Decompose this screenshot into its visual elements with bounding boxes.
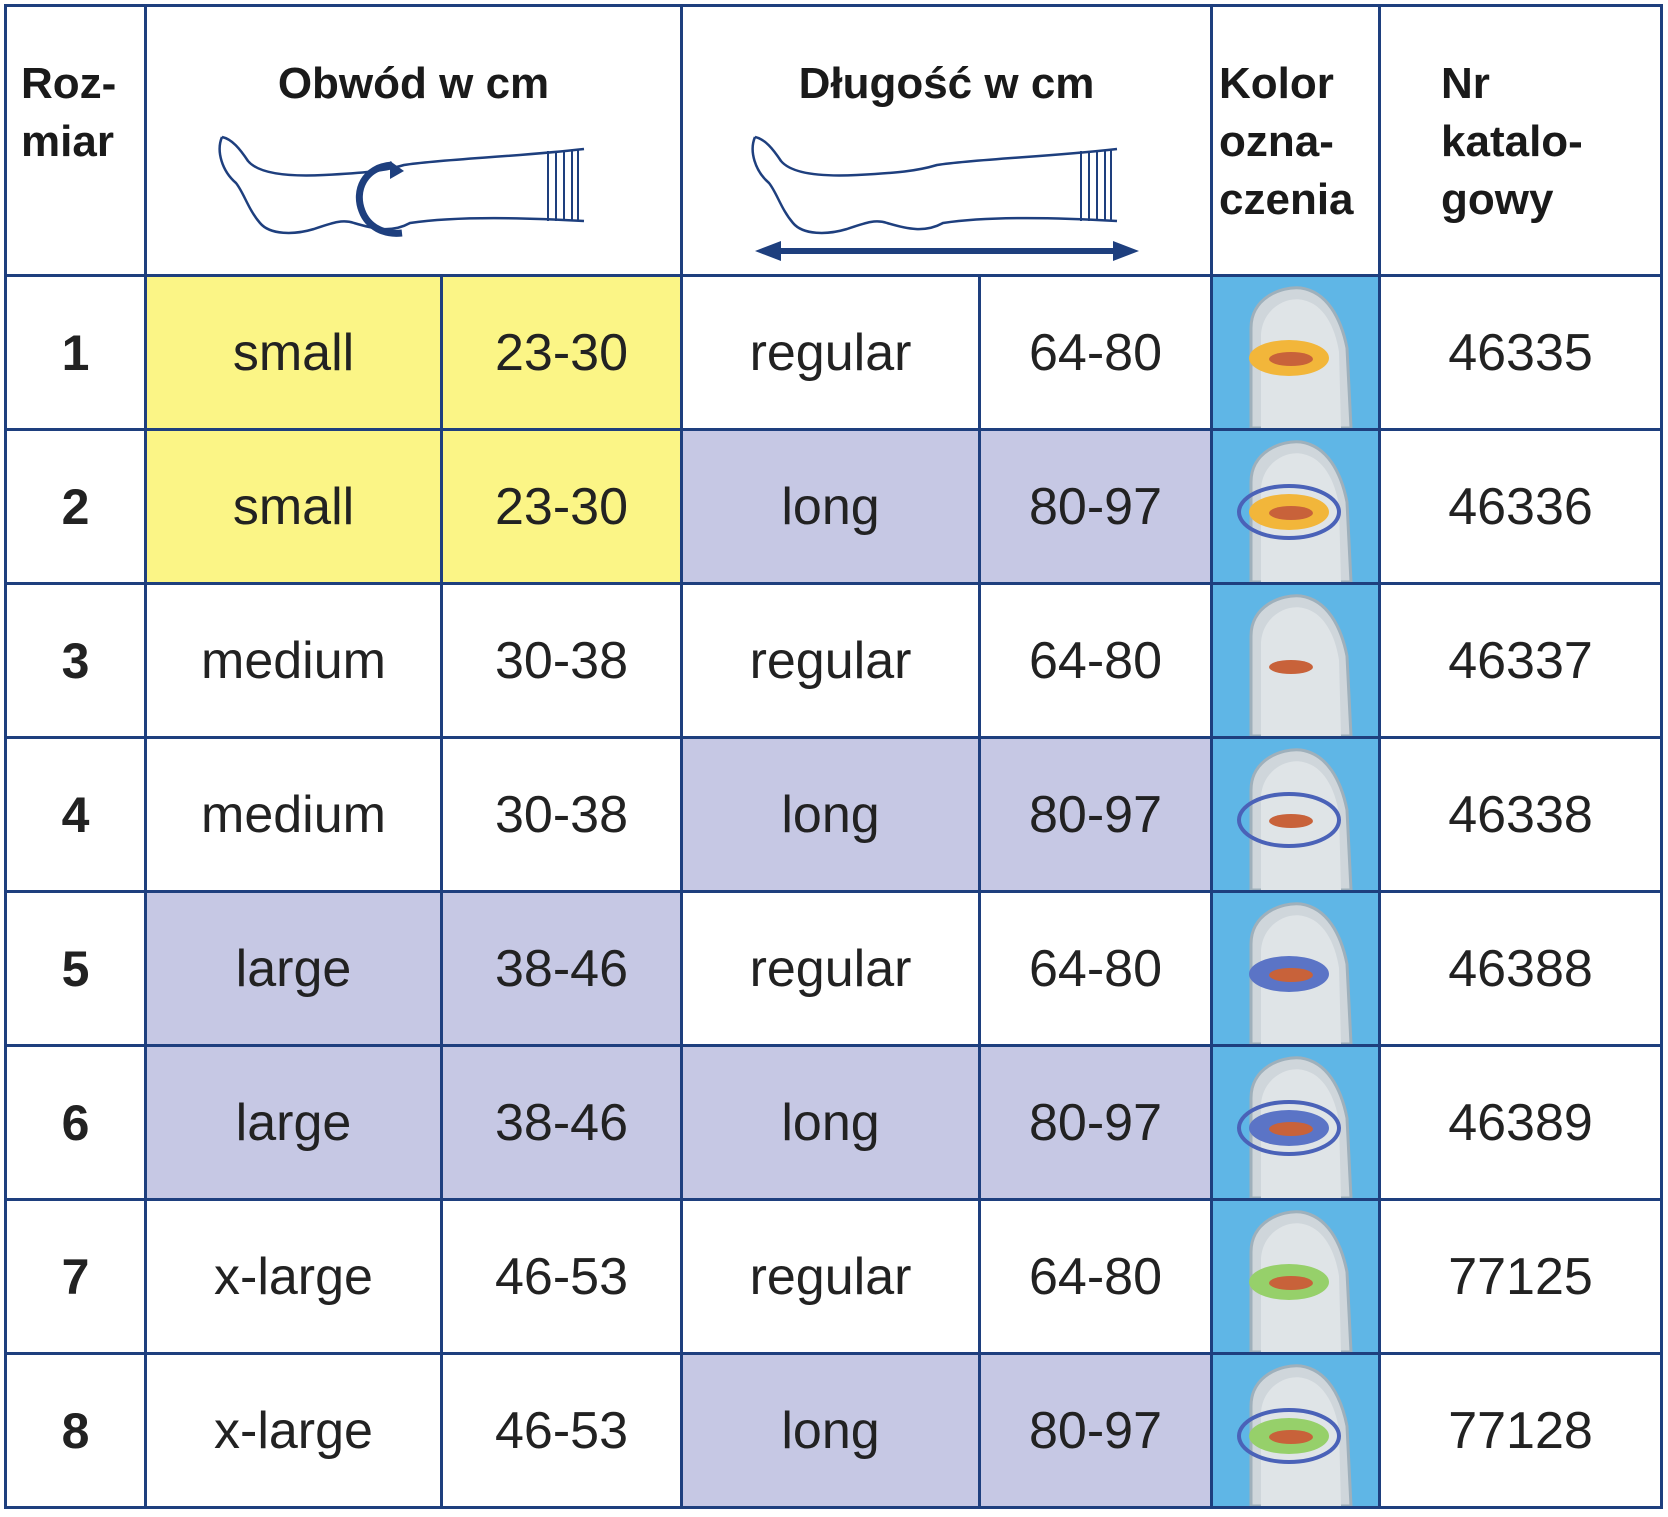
color-marker-cell bbox=[1212, 1046, 1380, 1200]
color-marker-cell bbox=[1212, 1200, 1380, 1354]
circumference-label: x-large bbox=[214, 1247, 373, 1306]
length-range: 64-80 bbox=[1029, 1247, 1162, 1306]
length-label-cell bbox=[682, 584, 980, 738]
size-number-cell bbox=[6, 1354, 146, 1508]
circumference-range-cell bbox=[442, 738, 682, 892]
size-number-cell bbox=[6, 1200, 146, 1354]
length-label-cell bbox=[682, 892, 980, 1046]
color-marker-cell bbox=[1212, 1354, 1380, 1508]
length-range: 80-97 bbox=[1029, 785, 1162, 844]
circumference-range-cell bbox=[442, 276, 682, 430]
color-marker-cell bbox=[1212, 276, 1380, 430]
catalog-number: 46335 bbox=[1448, 323, 1593, 382]
catalog-number-cell bbox=[1380, 738, 1662, 892]
length-label: regular bbox=[749, 323, 912, 382]
stocking-toe-marker-icon bbox=[1231, 1048, 1361, 1198]
circumference-label: x-large bbox=[214, 1401, 373, 1460]
table-row bbox=[6, 584, 1662, 738]
catalog-number-cell bbox=[1380, 276, 1662, 430]
length-column-header bbox=[682, 6, 1212, 276]
circumference-label: medium bbox=[201, 631, 386, 690]
size-chart-table bbox=[4, 4, 1663, 1509]
length-column-label: Długość w cm bbox=[798, 59, 1095, 108]
catalog-column-label: Nr katalo- gowy bbox=[1441, 59, 1583, 224]
length-range-cell bbox=[980, 430, 1212, 584]
leg-circumference-icon bbox=[214, 131, 614, 241]
circumference-label: large bbox=[235, 1093, 352, 1152]
table-row bbox=[6, 430, 1662, 584]
catalog-number-cell bbox=[1380, 430, 1662, 584]
circumference-label-cell bbox=[146, 276, 442, 430]
length-label: regular bbox=[749, 1247, 912, 1306]
circumference-range: 46-53 bbox=[495, 1247, 628, 1306]
catalog-number: 77125 bbox=[1448, 1247, 1593, 1306]
length-range-cell bbox=[980, 276, 1212, 430]
circumference-range: 30-38 bbox=[495, 785, 628, 844]
circumference-label-cell bbox=[146, 584, 442, 738]
circumference-label: small bbox=[232, 477, 355, 536]
catalog-number-cell bbox=[1380, 1354, 1662, 1508]
circumference-label-cell bbox=[146, 892, 442, 1046]
size-number: 3 bbox=[61, 632, 90, 689]
circumference-range-cell bbox=[442, 584, 682, 738]
catalog-number-cell bbox=[1380, 892, 1662, 1046]
circumference-range-cell bbox=[442, 1046, 682, 1200]
circumference-range: 23-30 bbox=[495, 323, 628, 382]
catalog-number: 77128 bbox=[1448, 1401, 1593, 1460]
color-column-label: Kolor ozna- czenia bbox=[1219, 59, 1354, 224]
circumference-range-cell bbox=[442, 430, 682, 584]
circumference-label: large bbox=[235, 939, 352, 998]
circumference-range: 38-46 bbox=[495, 1093, 628, 1152]
length-label: regular bbox=[749, 631, 912, 690]
size-number-cell bbox=[6, 1046, 146, 1200]
length-range-cell bbox=[980, 1046, 1212, 1200]
catalog-number-cell bbox=[1380, 584, 1662, 738]
circumference-range: 30-38 bbox=[495, 631, 628, 690]
catalog-number: 46337 bbox=[1448, 631, 1593, 690]
circumference-range: 46-53 bbox=[495, 1401, 628, 1460]
size-number-cell bbox=[6, 738, 146, 892]
size-number: 5 bbox=[61, 940, 90, 997]
length-range-cell bbox=[980, 892, 1212, 1046]
circumference-column-label: Obwód w cm bbox=[277, 59, 550, 108]
circumference-label-cell bbox=[146, 1046, 442, 1200]
circumference-range: 23-30 bbox=[495, 477, 628, 536]
length-range-cell bbox=[980, 1200, 1212, 1354]
length-range-cell bbox=[980, 584, 1212, 738]
size-number: 7 bbox=[61, 1248, 90, 1305]
length-label-cell bbox=[682, 1354, 980, 1508]
length-range: 64-80 bbox=[1029, 939, 1162, 998]
length-label-cell bbox=[682, 1046, 980, 1200]
size-number-cell bbox=[6, 276, 146, 430]
stocking-toe-marker-icon bbox=[1231, 894, 1361, 1044]
size-number-cell bbox=[6, 584, 146, 738]
length-range-cell bbox=[980, 1354, 1212, 1508]
length-label: long bbox=[781, 1093, 880, 1152]
size-number: 6 bbox=[61, 1094, 90, 1151]
length-label-cell bbox=[682, 430, 980, 584]
catalog-number: 46389 bbox=[1448, 1093, 1593, 1152]
stocking-toe-marker-icon bbox=[1231, 278, 1361, 428]
size-number: 2 bbox=[61, 478, 90, 535]
length-range: 64-80 bbox=[1029, 631, 1162, 690]
color-marker-cell bbox=[1212, 892, 1380, 1046]
catalog-number-cell bbox=[1380, 1046, 1662, 1200]
color-marker-cell bbox=[1212, 430, 1380, 584]
circumference-range-cell bbox=[442, 1354, 682, 1508]
color-marker-cell bbox=[1212, 584, 1380, 738]
stocking-toe-marker-icon bbox=[1231, 740, 1361, 890]
circumference-label-cell bbox=[146, 1354, 442, 1508]
length-label: long bbox=[781, 1401, 880, 1460]
size-number: 8 bbox=[61, 1402, 90, 1459]
table-row bbox=[6, 276, 1662, 430]
length-label-cell bbox=[682, 276, 980, 430]
catalog-number-cell bbox=[1380, 1200, 1662, 1354]
circumference-label: small bbox=[232, 323, 355, 382]
table-row bbox=[6, 738, 1662, 892]
length-range: 80-97 bbox=[1029, 1093, 1162, 1152]
catalog-number: 46388 bbox=[1448, 939, 1593, 998]
circumference-label: medium bbox=[201, 785, 386, 844]
stocking-toe-marker-icon bbox=[1231, 432, 1361, 582]
catalog-column-header bbox=[1380, 6, 1662, 276]
color-marker-cell bbox=[1212, 738, 1380, 892]
stocking-toe-marker-icon bbox=[1231, 586, 1361, 736]
length-label-cell bbox=[682, 1200, 980, 1354]
catalog-number: 46336 bbox=[1448, 477, 1593, 536]
length-label: regular bbox=[749, 939, 912, 998]
size-column-header bbox=[6, 6, 146, 276]
length-range: 80-97 bbox=[1029, 477, 1162, 536]
size-column-label: Roz- miar bbox=[21, 59, 117, 166]
table-row bbox=[6, 1354, 1662, 1508]
circumference-range-cell bbox=[442, 1200, 682, 1354]
leg-length-arrow-icon bbox=[747, 131, 1147, 267]
length-label: long bbox=[781, 785, 880, 844]
size-number: 4 bbox=[61, 786, 90, 843]
circumference-column-header bbox=[146, 6, 682, 276]
size-number-cell bbox=[6, 430, 146, 584]
circumference-label-cell bbox=[146, 1200, 442, 1354]
length-label: long bbox=[781, 477, 880, 536]
circumference-label-cell bbox=[146, 430, 442, 584]
table-row bbox=[6, 892, 1662, 1046]
length-label-cell bbox=[682, 738, 980, 892]
stocking-toe-marker-icon bbox=[1231, 1202, 1361, 1352]
length-range: 64-80 bbox=[1029, 323, 1162, 382]
stocking-toe-marker-icon bbox=[1231, 1356, 1361, 1506]
size-number: 1 bbox=[61, 324, 90, 381]
table-row bbox=[6, 1200, 1662, 1354]
size-number-cell bbox=[6, 892, 146, 1046]
length-range-cell bbox=[980, 738, 1212, 892]
table-row bbox=[6, 1046, 1662, 1200]
circumference-range-cell bbox=[442, 892, 682, 1046]
circumference-label-cell bbox=[146, 738, 442, 892]
length-range: 80-97 bbox=[1029, 1401, 1162, 1460]
catalog-number: 46338 bbox=[1448, 785, 1593, 844]
header-row bbox=[6, 6, 1662, 276]
color-column-header bbox=[1212, 6, 1380, 276]
circumference-range: 38-46 bbox=[495, 939, 628, 998]
